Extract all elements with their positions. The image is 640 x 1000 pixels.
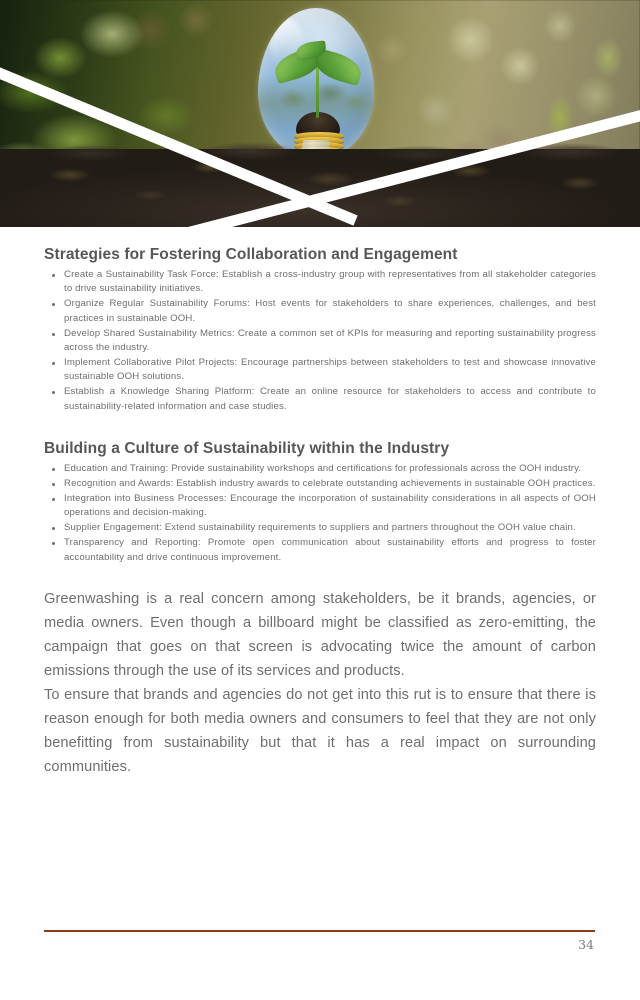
list-item: Recognition and Awards: Establish industry awards to celebrate outstanding achievements in sustainable OOH practices. <box>44 477 596 491</box>
page-number: 34 <box>578 937 594 952</box>
seedling-stem <box>316 64 319 118</box>
document-content <box>0 246 640 779</box>
bullet-list <box>44 268 596 414</box>
hero-image <box>0 0 640 227</box>
list-item: Organize Regular Sustainability Forums: Host events for stakeholders to share experiences, challenges, and best practices in sustainable OOH. <box>44 297 596 326</box>
section-title: Strategies for Fostering Collaboration and Engagement <box>44 246 458 263</box>
list-item: Develop Shared Sustainability Metrics: Create a common set of KPIs for measuring and reporting sustainability progress across the industry. <box>44 327 596 356</box>
soil-ground <box>0 149 640 227</box>
footer-divider <box>44 930 595 933</box>
paragraph: Greenwashing is a real concern among stakeholders, be it brands, agencies, or media owners. Even though a billboard might be classified as zero-emitting, the campaign that goes on that screen is advocating twice the amount of carbon emissions through the use of its services and products. <box>44 590 596 679</box>
section-title: Building a Culture of Sustainability within the Industry <box>44 440 450 458</box>
list-item: Create a Sustainability Task Force: Establish a cross-industry group with representatives from all stakeholder categories to drive sustainability initiatives. <box>44 268 596 297</box>
list-item: Education and Training: Provide sustainability workshops and certifications for professionals across the OOH industry. <box>44 462 596 476</box>
body-text <box>44 587 596 779</box>
section-culture <box>44 440 596 565</box>
page-footer <box>44 930 595 953</box>
section-strategies <box>44 246 596 414</box>
list-item: Establish a Knowledge Sharing Platform: Create an online resource for stakeholders to access and contribute to sustainability-related information and case studies. <box>44 385 596 414</box>
list-item: Supplier Engagement: Extend sustainability requirements to suppliers and partners throughout the OOH value chain. <box>44 521 596 535</box>
paragraph: To ensure that brands and agencies do not get into this rut is to ensure that there is reason enough for both media owners and consumers to feel that they are not only benefitting from sustainability but that it has a real impact on surrounding communities. <box>44 686 596 775</box>
list-item: Transparency and Reporting: Promote open communication about sustainability efforts and progress to foster accountability and drive continuous improvement. <box>44 536 596 565</box>
list-item: Implement Collaborative Pilot Projects: Encourage partnerships between stakeholders to test and showcase innovative sustainable OOH solutions. <box>44 356 596 385</box>
list-item: Integration into Business Processes: Encourage the incorporation of sustainability considerations in all aspects of OOH operations and decision-making. <box>44 492 596 521</box>
bullet-list <box>44 462 596 565</box>
